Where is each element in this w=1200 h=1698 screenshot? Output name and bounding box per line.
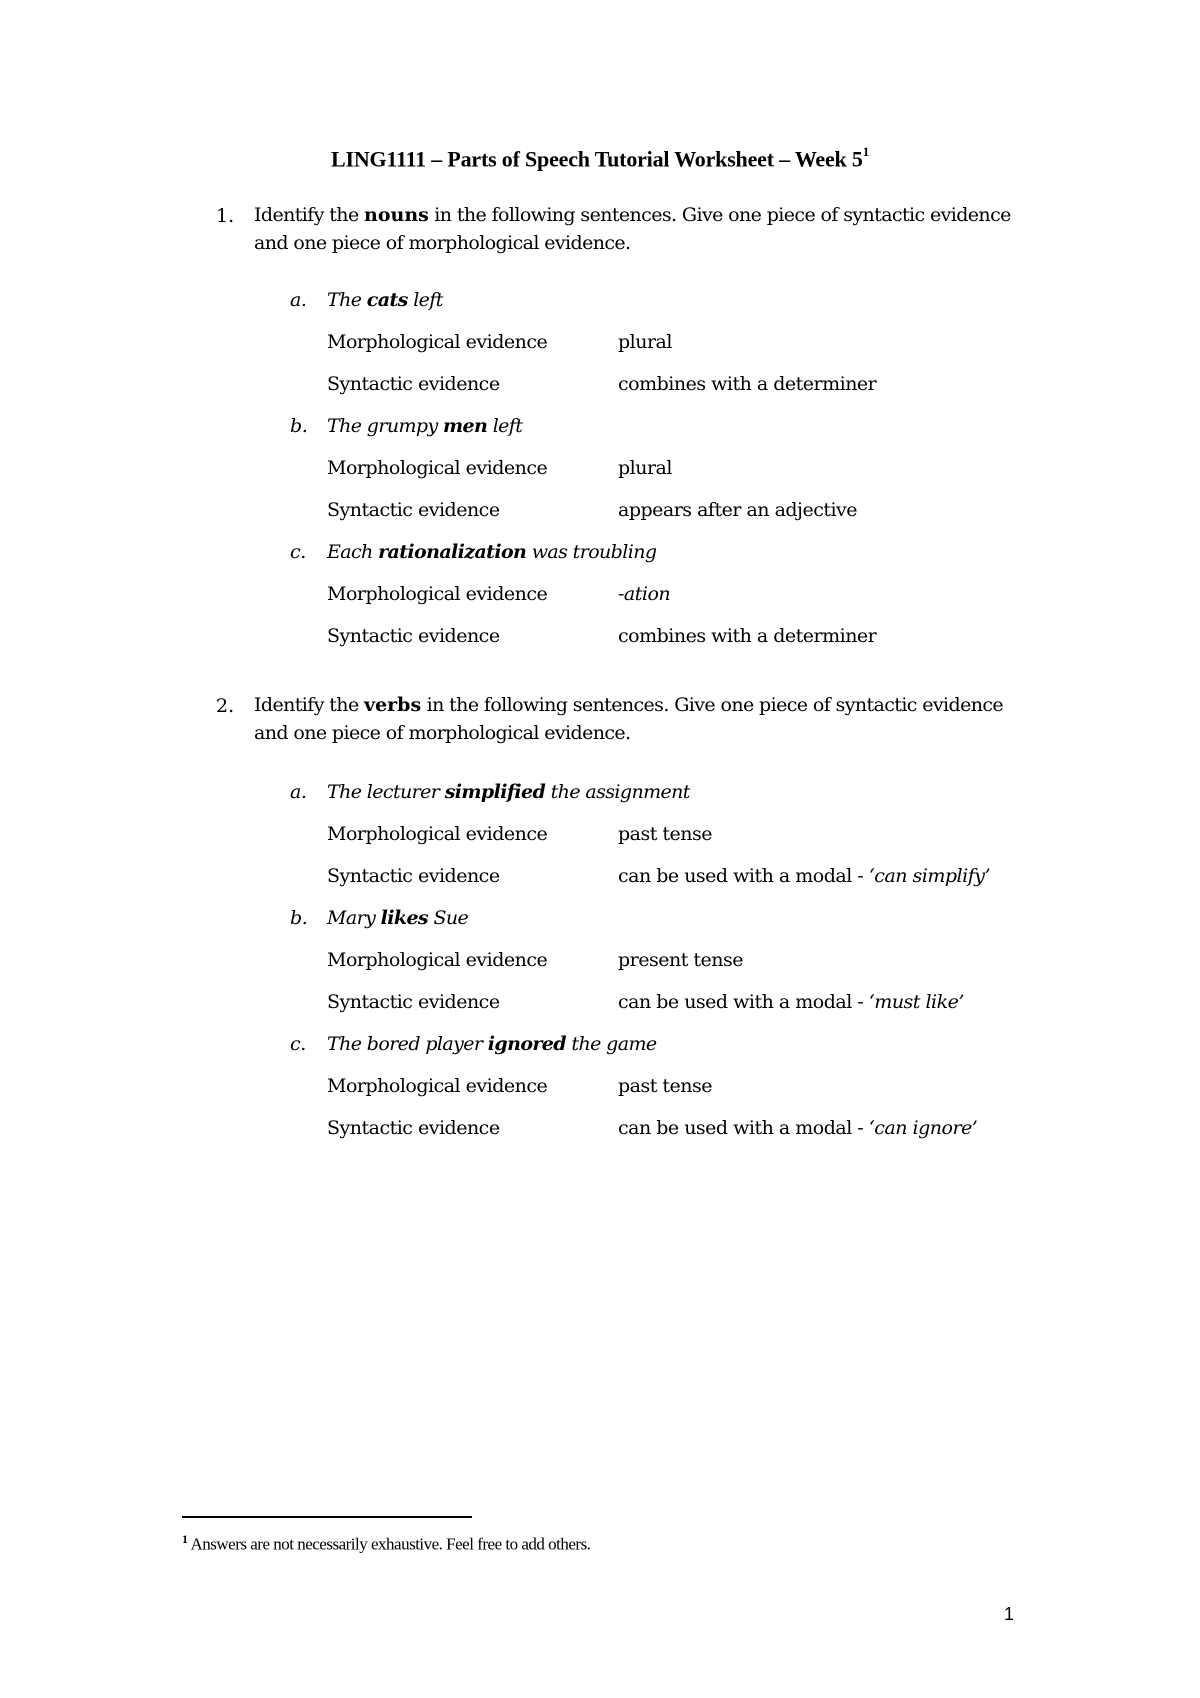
question-2-keyword: verbs: [364, 694, 422, 716]
question-2b-morph-value: present tense: [618, 949, 744, 971]
question-1b-synt-label: Syntactic evidence: [327, 499, 500, 521]
sentence-before: Mary: [327, 907, 381, 929]
sentence-target-word: men: [443, 415, 488, 437]
question-1c-synt-label: Syntactic evidence: [327, 625, 500, 647]
question-2b-synt-value: [618, 991, 964, 1013]
question-2c-morph-value: past tense: [618, 1075, 713, 1097]
question-1a-letter: a.: [290, 289, 307, 311]
sentence-target-word: likes: [380, 907, 429, 929]
synt-value-example: ‘can simplify’: [868, 865, 991, 887]
title-text: LING1111 – Parts of Speech Tutorial Worksheet – Week 5: [330, 146, 863, 172]
sentence-before: The grumpy: [327, 415, 444, 437]
question-1c-letter: c.: [290, 541, 306, 563]
sentence-before: The: [327, 289, 367, 311]
question-1a-sentence: [327, 289, 443, 311]
sentence-after: was troubling: [526, 541, 657, 563]
page-number: 1: [1004, 1604, 1015, 1624]
sentence-before: The bored player: [327, 1033, 488, 1055]
footnote-divider: [182, 1516, 472, 1518]
question-1c-morph-label: Morphological evidence: [327, 583, 548, 605]
question-2c-letter: c.: [290, 1033, 306, 1055]
question-1a-synt-label: Syntactic evidence: [327, 373, 500, 395]
synt-value-example: ‘can ignore’: [868, 1117, 978, 1139]
synt-value-example: ‘must like’: [868, 991, 964, 1013]
question-2-prefix: Identify the: [254, 694, 365, 716]
sentence-after: the assignment: [545, 781, 690, 803]
synt-value-text: combines with a determiner: [618, 625, 877, 647]
footnote: [182, 1532, 590, 1555]
synt-value-text: combines with a determiner: [618, 373, 877, 395]
question-1b-sentence: [327, 415, 522, 437]
question-1-prefix: Identify the: [254, 204, 365, 226]
question-1c-morph-value: -ation: [618, 583, 671, 605]
question-1b-synt-value: [618, 499, 857, 521]
question-1-number: 1.: [216, 205, 235, 227]
question-2a-morph-value: past tense: [618, 823, 713, 845]
synt-value-text: can be used with a modal -: [618, 991, 869, 1013]
question-1a-synt-value: [618, 373, 876, 395]
synt-value-text: can be used with a modal -: [618, 865, 869, 887]
question-2-text: [254, 691, 1034, 747]
question-2b-synt-label: Syntactic evidence: [327, 991, 500, 1013]
question-1-keyword: nouns: [364, 204, 429, 226]
question-2-number: 2.: [216, 695, 235, 717]
sentence-after: left: [487, 415, 523, 437]
question-2c-sentence: [327, 1033, 657, 1055]
question-2a-morph-label: Morphological evidence: [327, 823, 548, 845]
question-2c-synt-value: [618, 1117, 977, 1139]
question-1b-morph-value: plural: [618, 457, 672, 479]
question-1a-morph-label: Morphological evidence: [327, 331, 548, 353]
footnote-text: Answers are not necessarily exhaustive. Feel free to add others.: [190, 1534, 591, 1554]
sentence-after: the game: [565, 1033, 657, 1055]
question-2c-morph-label: Morphological evidence: [327, 1075, 548, 1097]
question-2a-synt-label: Syntactic evidence: [327, 865, 500, 887]
question-1b-letter: b.: [290, 415, 308, 437]
question-2b-sentence: [327, 907, 468, 929]
question-1b-morph-label: Morphological evidence: [327, 457, 548, 479]
sentence-target-word: rationalization: [378, 541, 527, 563]
synt-value-text: appears after an adjective: [618, 499, 858, 521]
sentence-target-word: simplified: [444, 781, 546, 803]
question-2-suffix: in the following sentences. Give one piece of syntactic evidence and one piece of morphological evidence.: [254, 694, 1004, 744]
question-2b-morph-label: Morphological evidence: [327, 949, 548, 971]
title-footnote-ref: 1: [862, 144, 870, 159]
question-1a-morph-value: plural: [618, 331, 672, 353]
question-2a-letter: a.: [290, 781, 307, 803]
question-1-suffix: in the following sentences. Give one piece of syntactic evidence and one piece of morphological evidence.: [254, 204, 1011, 254]
question-1-text: [254, 201, 1034, 257]
sentence-before: The lecturer: [327, 781, 445, 803]
question-2b-letter: b.: [290, 907, 308, 929]
footnote-marker: 1: [182, 1532, 188, 1546]
question-2a-sentence: [327, 781, 690, 803]
question-1c-synt-value: [618, 625, 876, 647]
sentence-before: Each: [327, 541, 379, 563]
question-1c-sentence: [327, 541, 656, 563]
sentence-after: left: [407, 289, 443, 311]
question-2a-synt-value: [618, 865, 990, 887]
synt-value-text: can be used with a modal -: [618, 1117, 869, 1139]
question-2c-synt-label: Syntactic evidence: [327, 1117, 500, 1139]
page-title: [0, 146, 1200, 172]
sentence-after: Sue: [428, 907, 469, 929]
sentence-target-word: cats: [366, 289, 408, 311]
sentence-target-word: ignored: [487, 1033, 566, 1055]
